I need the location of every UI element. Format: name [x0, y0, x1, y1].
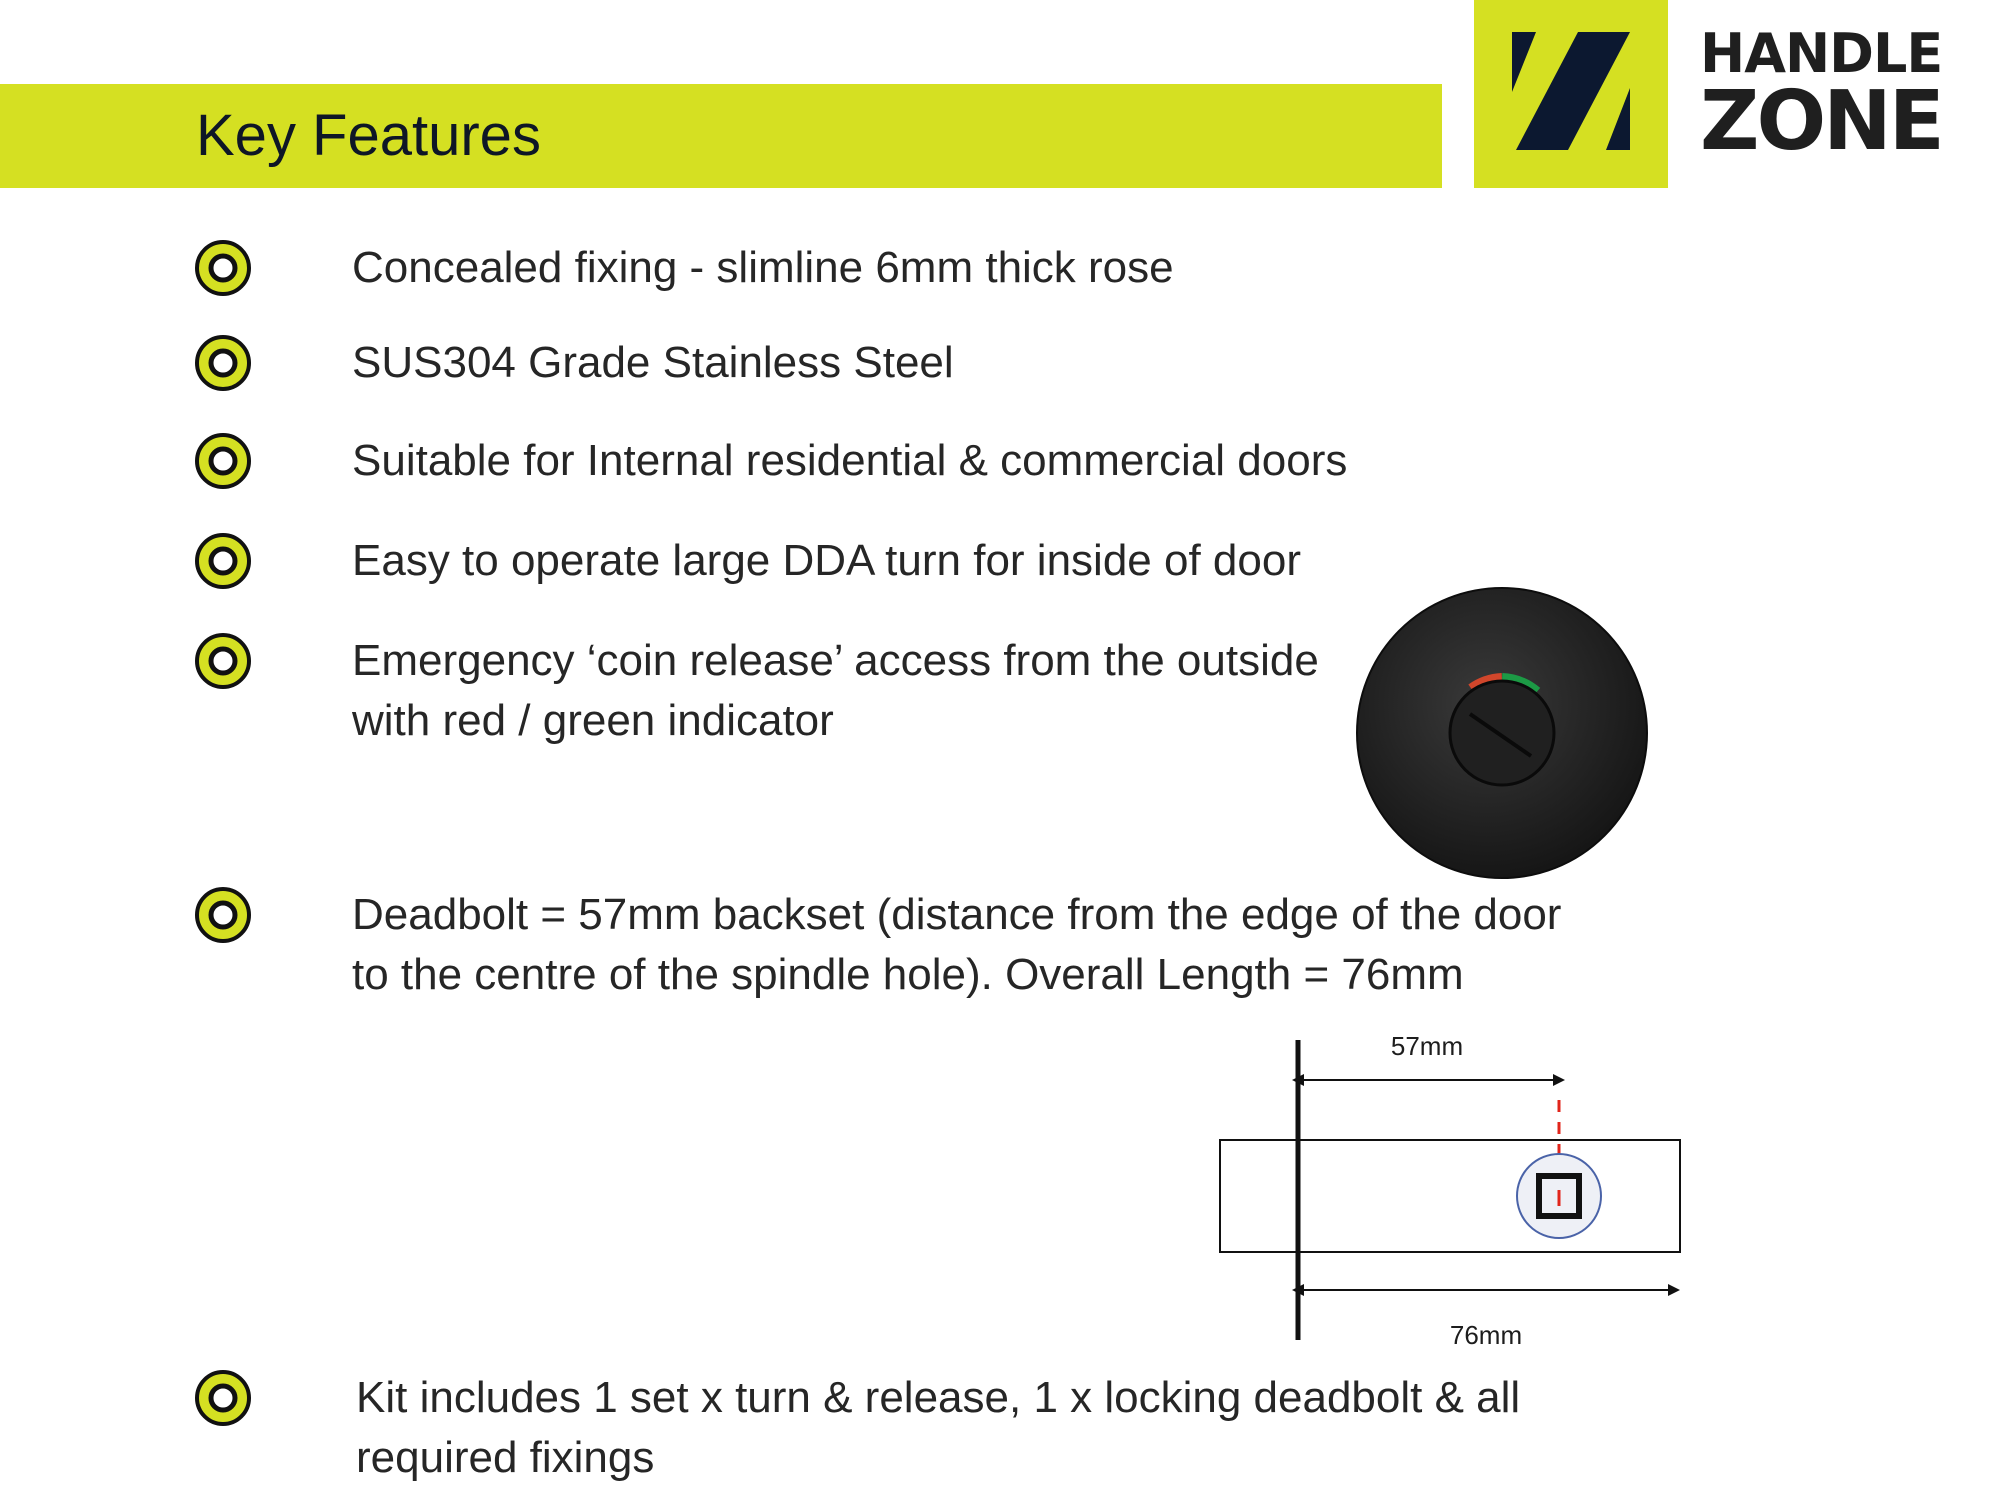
- feature-item: [352, 238, 1752, 298]
- feature-text: required fixings: [356, 1433, 655, 1482]
- feature-item: [352, 885, 1752, 1005]
- brand-name-line2: ZONE: [1700, 74, 1942, 169]
- feature-text: SUS304 Grade Stainless Steel: [352, 338, 954, 387]
- feature-text: to the centre of the spindle hole). Overall Length = 76mm: [352, 950, 1464, 999]
- ring-bullet-icon: [194, 886, 252, 944]
- logo-mark-icon: [1474, 0, 1668, 188]
- feature-text: Concealed fixing - slimline 6mm thick rose: [352, 243, 1174, 292]
- ring-bullet-icon: [194, 239, 252, 297]
- deadbolt-body: [1220, 1140, 1680, 1252]
- feature-item: [356, 1368, 1756, 1488]
- ring-bullet-icon: [194, 432, 252, 490]
- feature-text: with red / green indicator: [352, 696, 834, 745]
- feature-text: Kit includes 1 set x turn & release, 1 x locking deadbolt & all: [356, 1373, 1521, 1422]
- page-title: Key Features: [196, 103, 541, 168]
- ring-bullet-icon: [194, 532, 252, 590]
- turn-release-rose-image: [1355, 586, 1649, 880]
- ring-bullet-icon: [194, 1369, 252, 1427]
- feature-text: Deadbolt = 57mm backset (distance from the edge of the door: [352, 890, 1562, 939]
- feature-item: [352, 531, 1752, 591]
- length-label: 76mm: [1449, 1320, 1523, 1350]
- brand-name-line1: HANDLE: [1700, 22, 1943, 85]
- ring-bullet-icon: [194, 334, 252, 392]
- ring-bullet-icon: [194, 632, 252, 690]
- deadbolt-diagram: [1210, 1020, 1690, 1360]
- feature-item: [352, 333, 1752, 393]
- feature-text: Easy to operate large DDA turn for inside of door: [352, 536, 1301, 585]
- feature-text: Emergency ‘coin release’ access from the outside: [352, 636, 1319, 685]
- backset-label: 57mm: [1390, 1031, 1464, 1061]
- feature-text: Suitable for Internal residential & commercial doors: [352, 436, 1348, 485]
- feature-item: [352, 431, 1752, 491]
